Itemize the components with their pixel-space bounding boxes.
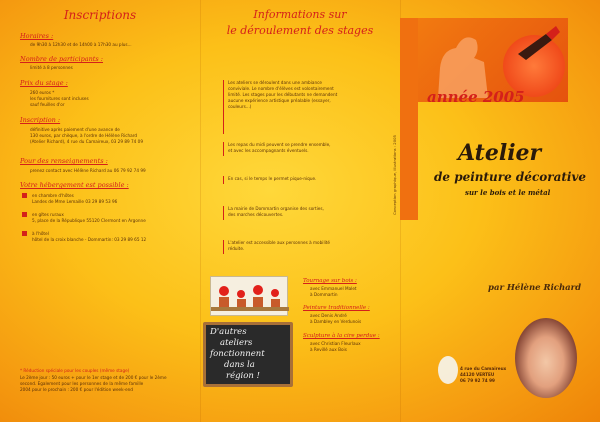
author-portrait — [515, 318, 577, 398]
bullet-icon — [22, 193, 27, 198]
hebergement-2-line1: en gîtes ruraux — [32, 212, 64, 217]
inscriptions-panel — [0, 0, 200, 422]
chalkboard — [203, 322, 293, 387]
orange-stripe — [400, 18, 418, 220]
footnote-1: * Réduction spéciale pour les couples (même stage) — [20, 368, 130, 373]
inscription-text-2: 130 euros, par chèque, à l'ordre de Hélène Richard — [30, 133, 138, 138]
sculpture-line2: à Revillé aux Bois — [310, 347, 347, 352]
bullet-icon — [22, 212, 27, 217]
inscription-label: Inscription : — [20, 116, 61, 124]
para-1-line4: aucune expérience artistique préalable (essayer, — [228, 98, 331, 103]
address-line1: 4 rue du Camaireux — [460, 366, 507, 371]
participants-label: Nombre de participants : — [20, 55, 103, 63]
para-5-line1: L'atelier est accessible aux personnes à mobilité — [228, 240, 330, 245]
tournage-line2: à Dommartin — [310, 292, 338, 297]
author-line: par Hélène Richard — [488, 283, 582, 293]
tournage-line1: avec Emmanuel Malet — [310, 286, 357, 291]
hebergement-label: Votre hébergement est possible : — [20, 181, 129, 189]
horaires-text: de 9h30 à 12h30 et de 14h00 à 17h30 au plus... — [30, 42, 132, 47]
hebergement-3-line2: hôtel de la croix blanche - Dommartin: 03 29 89 65 12 — [32, 237, 147, 242]
peinture-line2: à Dambley en Verdunois — [310, 319, 362, 324]
tournage-label: Tournage sur bois : — [303, 278, 357, 284]
vertical-credit: Conception graphique, illustrations : 2005 — [392, 135, 397, 215]
informations-title-1: Informations sur — [253, 8, 347, 21]
para-4-line2: des marches découvertes. — [228, 212, 284, 217]
inscriptions-title: Inscriptions — [63, 8, 137, 22]
para-1-line3: limité. Les stages pour les débutants ne demandent — [228, 92, 338, 97]
hebergement-3-line1: à l'hôtel — [32, 231, 49, 236]
para-1-line1: Les ateliers se déroulent dans une ambiance — [228, 80, 322, 85]
participants-text: limité à 8 personnes — [30, 65, 73, 70]
paragraph-rule — [223, 240, 224, 254]
atelier-title: Atelier — [458, 140, 542, 166]
chalkboard-line-1: D'autres — [210, 327, 247, 337]
paragraph-rule — [223, 176, 224, 184]
para-3-line1: En cas, si le temps le permet pique-nique. — [228, 176, 317, 181]
renseignements-label: Pour des renseignements : — [20, 157, 108, 165]
chalkboard-line-3: fonctionnent — [210, 349, 265, 359]
informations-title-2: le déroulement des stages — [226, 24, 374, 37]
para-4-line1: La mairie de Dommartin organise des sorties, — [228, 206, 324, 211]
hebergement-2-line2: 5, place de la République 55120 Clermont en Argonne — [32, 218, 146, 223]
hebergement-1-line1: en chambre d'hôtes — [32, 193, 74, 198]
bullet-icon — [22, 231, 27, 236]
flower-shelf-illustration — [210, 276, 288, 316]
prix-text-3: sauf feuilles d'or — [30, 102, 65, 107]
para-5-line2: réduite. — [228, 246, 245, 251]
para-2-line2: et avec les accompagnants éventuels. — [228, 148, 309, 153]
atelier-subtitle: de peinture décorative — [434, 170, 587, 184]
para-1-line5: couleurs...) — [228, 104, 252, 109]
paragraph-rule — [223, 80, 224, 134]
para-2-line1: Les repas du midi peuvent se prendre ensemble, — [228, 142, 331, 147]
hebergement-1-line2: Landes de Mme Lemaille 03 29 89 53 96 — [32, 199, 118, 204]
paragraph-rule — [223, 142, 224, 156]
chalkboard-line-5: région ! — [226, 371, 260, 381]
chalkboard-line-2: ateliers — [220, 338, 253, 348]
renseignements-text: prenez contact avec Hélène Richard au 06 79 92 74 99 — [30, 168, 146, 173]
prix-label: Prix du stage : — [20, 79, 68, 87]
sculpture-line1: avec Christian Fleurlaux — [310, 341, 361, 346]
para-1-line2: conviviale. Le nombre d'élèves est volontairement — [228, 86, 334, 91]
inscription-text-1: définitive après paiement d'une avance de — [30, 127, 120, 132]
paragraph-rule — [223, 206, 224, 220]
peinture-line1: avec Denis André — [310, 313, 347, 318]
sculpture-label: Sculpture à la cire perdue : — [303, 333, 380, 339]
atelier-subtitle-2: sur le bois et le métal — [465, 188, 551, 197]
prix-text-1: 260 euros * — [30, 90, 55, 95]
footnote-4: 2004 pour le prochain : 200 € pour l'édition week-end — [20, 387, 133, 392]
address-line2: 44120 VERTEU — [460, 372, 495, 377]
address-phone: 06 79 92 74 99 — [460, 378, 495, 383]
inscription-text-3: (Atelier Richard), 4 rue du Camaireux, 03 29 89 74 09 — [30, 139, 143, 144]
prix-text-2: les fournitures sont incluses — [30, 96, 89, 101]
footnote-3: second. Egalement pour les personnes de la même famille — [20, 381, 144, 386]
chalkboard-line-4: dans la — [224, 360, 255, 370]
flower-pots-icon — [211, 277, 289, 317]
year-title: année 2005 — [427, 88, 525, 106]
footnote-2: Le 2ème jour : 50 euros + pour le 1er stage et de 200 € pour le 2ème — [20, 375, 167, 380]
peinture-label: Peinture traditionnelle : — [303, 305, 370, 311]
horaires-label: Horaires : — [20, 32, 54, 40]
